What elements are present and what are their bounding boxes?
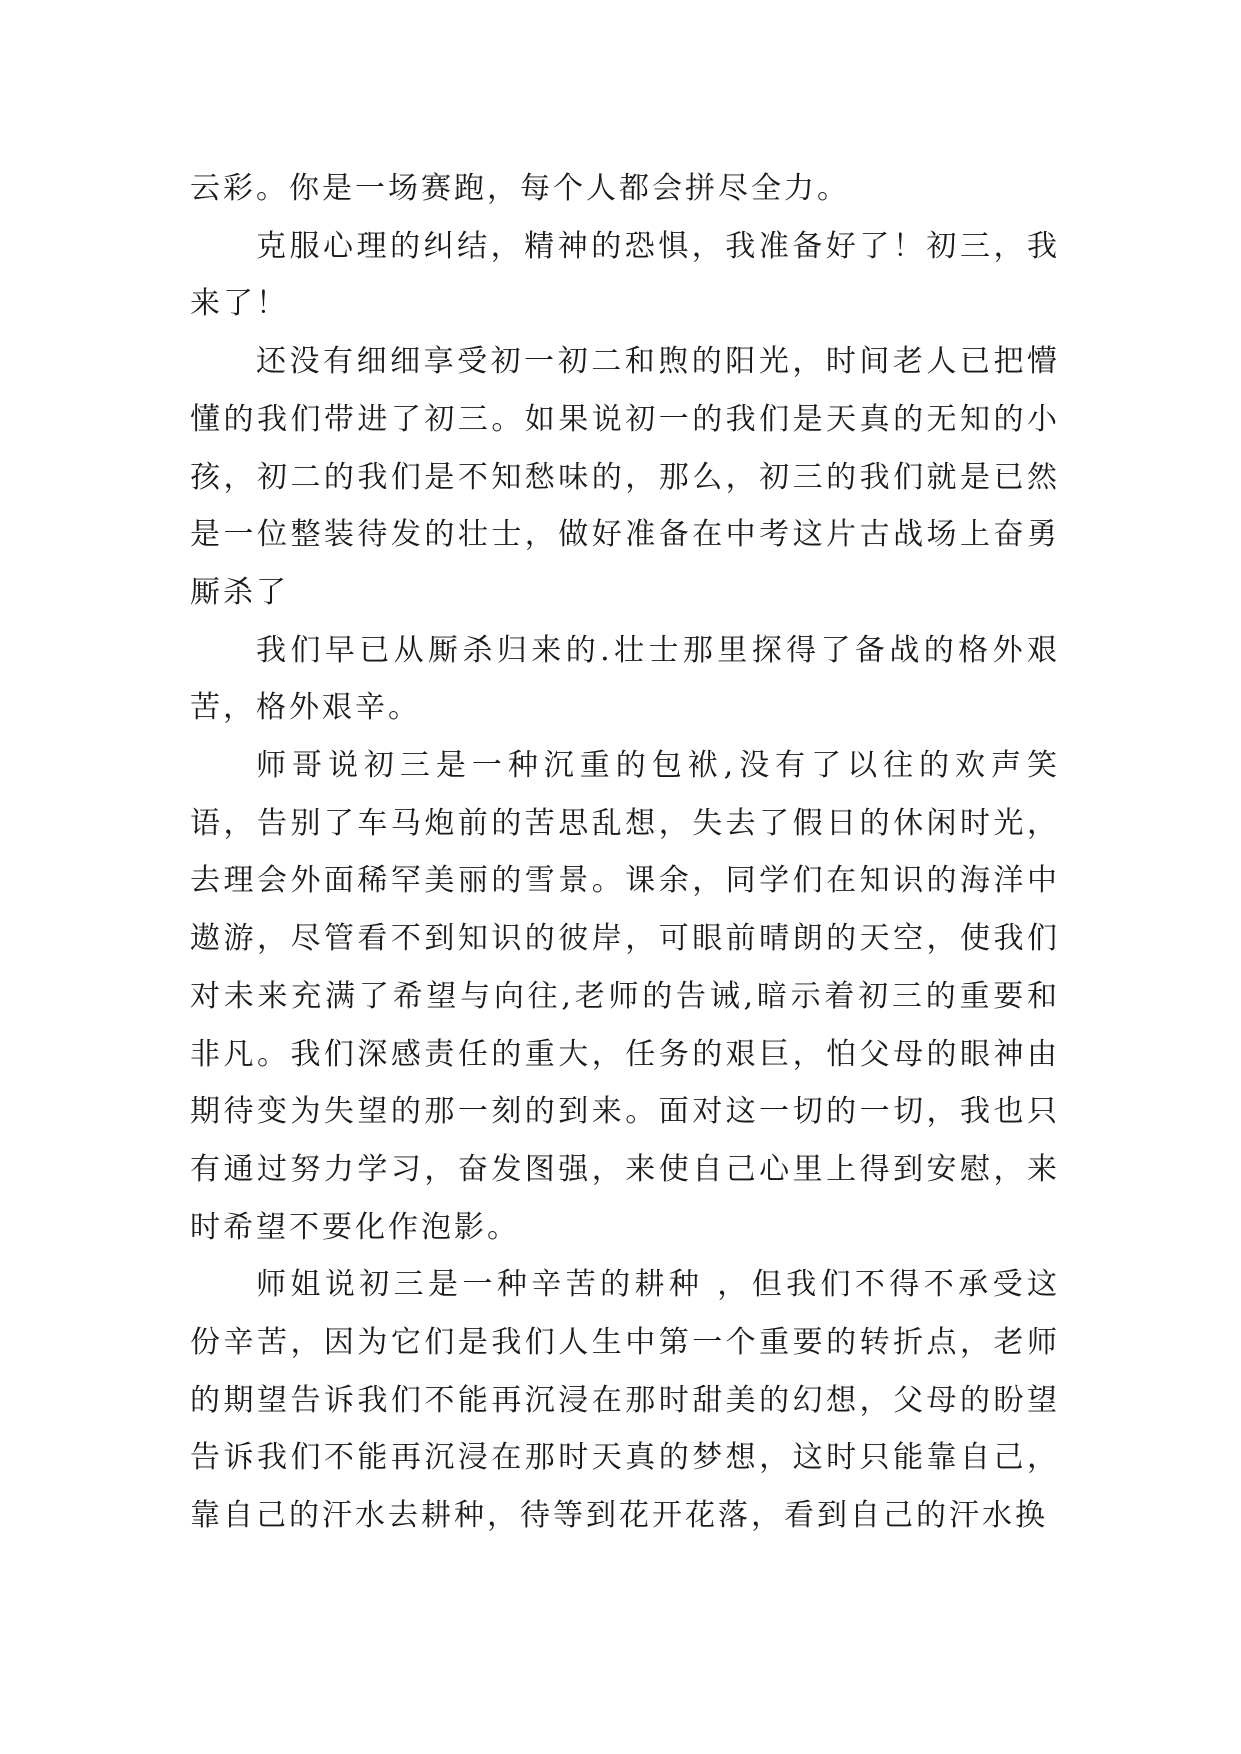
paragraph-4: 我们早已从厮杀归来的.壮士那里探得了备战的格外艰苦，格外艰辛。 [190,632,1060,726]
paragraph-5: 师哥说初三是一种沉重的包袱,没有了以往的欢声笑语，告别了车马炮前的苦思乱想，失去了假日的休闲时光，去理会外面稀罕美丽的雪景。课余，同学们在知识的海洋中遨游，尽管看不到知识的彼岸，可眼前晴朗的天空，使我们对未来充满了希望与向往,老师的告诫,暗示着初三的重要和非凡。我们深感责任的重大，任务的艰巨，怕父母的眼神由期待变为失望的那一刻的到来。面对这一切的一切，我也只有通过努力学习，奋发图强，来使自己心里上得到安慰，来时希望不要化作泡影。 [190,748,1060,1245]
paragraph-6: 师姐说初三是一种辛苦的耕种 ，但我们不得不承受这份辛苦，因为它们是我们人生中第一个重要的转折点，老师的期望告诉我们不能再沉浸在那时甜美的幻想，父母的盼望告诉我们不能再沉浸在那时天真的梦想，这时只能靠自己，靠自己的汗水去耕种，待等到花开花落，看到自己的汗水换 [190,1267,1060,1534]
body-text [190,160,1060,1545]
paragraph-3: 还没有细细享受初一初二和煦的阳光，时间老人已把懵懂的我们带进了初三。如果说初一的我们是天真的无知的小孩，初二的我们是不知愁味的，那么，初三的我们就是已然是一位整装待发的壮士，做好准备在中考这片古战场上奋勇厮杀了 [190,344,1060,610]
paragraph-2: 克服心理的纠结，精神的恐惧，我准备好了！初三，我来了！ [190,228,1060,322]
paragraph-1: 云彩。你是一场赛跑，每个人都会拼尽全力。 [190,171,850,206]
